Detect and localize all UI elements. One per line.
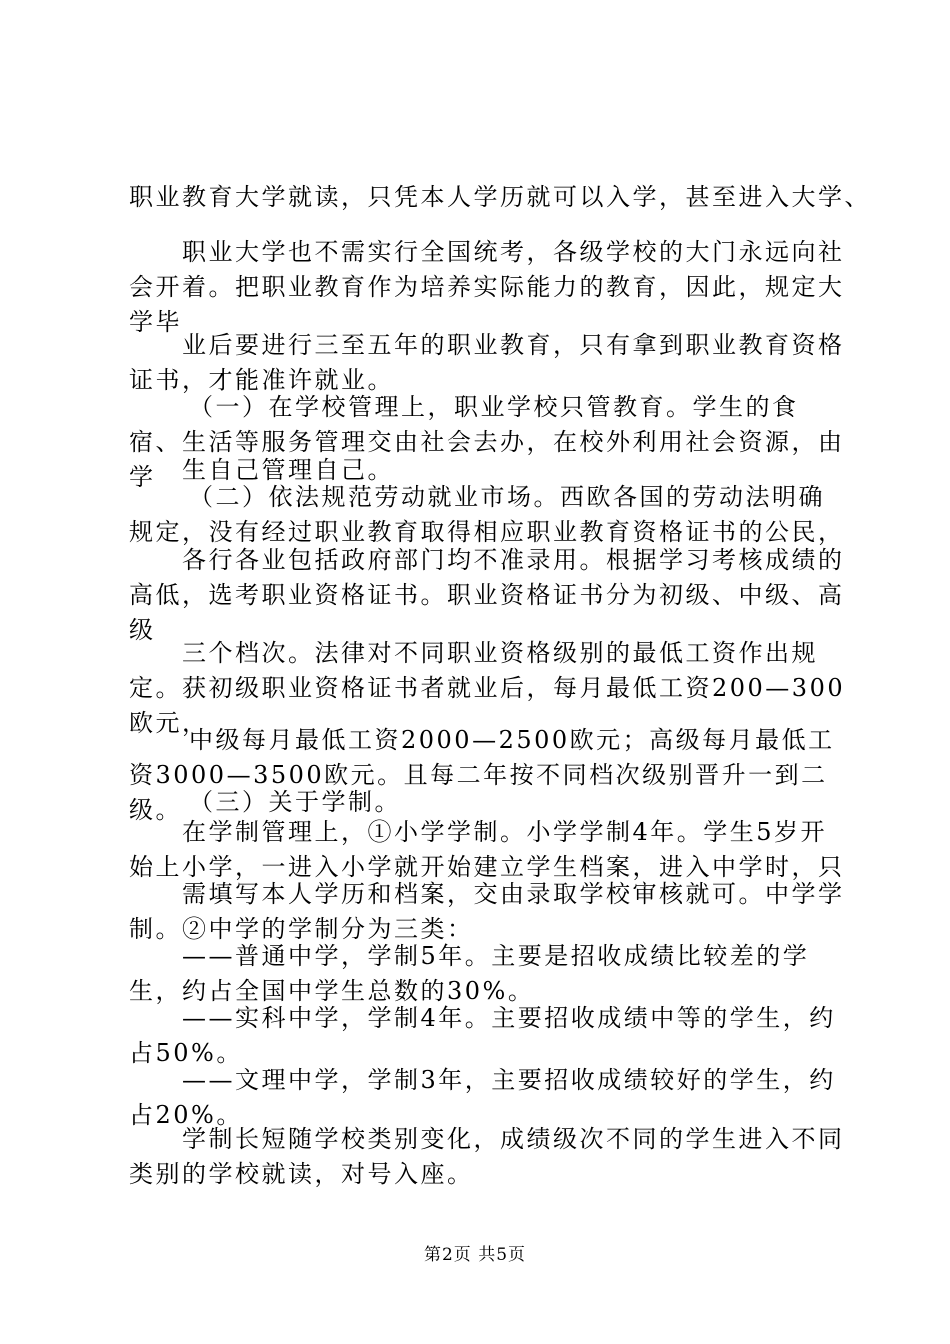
paragraph: 职业教育大学就读，只凭本人学历就可以入学，甚至进入大学、 (129, 183, 871, 211)
paragraph: 三个档次。法律对不同职业资格级别的最低工资作出规定。获初级职业资格证书者就业后，每月最低工资200—300欧元， (129, 639, 846, 737)
paragraph: 职业大学也不需实行全国统考，各级学校的大门永远向社会开着。把职业教育作为培养实际能力的教育，因此，规定大学毕 (129, 238, 845, 336)
paragraph: 需填写本人学历和档案，交由录取学校审核就可。中学学制。②中学的学制分为三类： (129, 880, 845, 943)
list-item: ——文理中学，学制3年，主要招收成绩较好的学生，约占20%。 (129, 1066, 836, 1129)
paragraph: 中级每月最低工资2000—2500欧元；高级每月最低工资3000—3500欧元。且每二年按不同档次级别晋升一到二级。 (129, 726, 835, 824)
paragraph: 业后要进行三至五年的职业教育，只有拿到职业教育资格证书，才能准许就业。 (129, 331, 845, 394)
section-heading: （三）关于学制。 (189, 788, 401, 816)
paragraph: （一）在学校管理上，职业学校只管教育。学生的食宿、生活等服务管理交由社会去办，在校外利用社会资源，由学 (129, 393, 845, 491)
paragraph: （二）依法规范劳动就业市场。西欧各国的劳动法明确规定，没有经过职业教育取得相应职业教育资格证书的公民， (129, 483, 845, 546)
paragraph: 生自己管理自己。 (182, 456, 394, 484)
list-item: ——实科中学，学制4年。主要招收成绩中等的学生，约占50%。 (129, 1004, 836, 1067)
paragraph: 在学制管理上，①小学学制。小学学制4年。学生5岁开始上小学，一进入小学就开始建立学生档案，进入中学时，只 (129, 818, 845, 881)
list-item: ——普通中学，学制5年。主要是招收成绩比较差的学生，约占全国中学生总数的30%。 (129, 942, 810, 1005)
paragraph: 学制长短随学校类别变化，成绩级次不同的学生进入不同类别的学校就读，对号入座。 (129, 1125, 845, 1188)
paragraph: 各行各业包括政府部门均不准录用。根据学习考核成绩的高低，选考职业资格证书。职业资格证书分为初级、中级、高级 (129, 546, 845, 644)
page-number-footer: 第2页 共5页 (423, 1245, 527, 1265)
